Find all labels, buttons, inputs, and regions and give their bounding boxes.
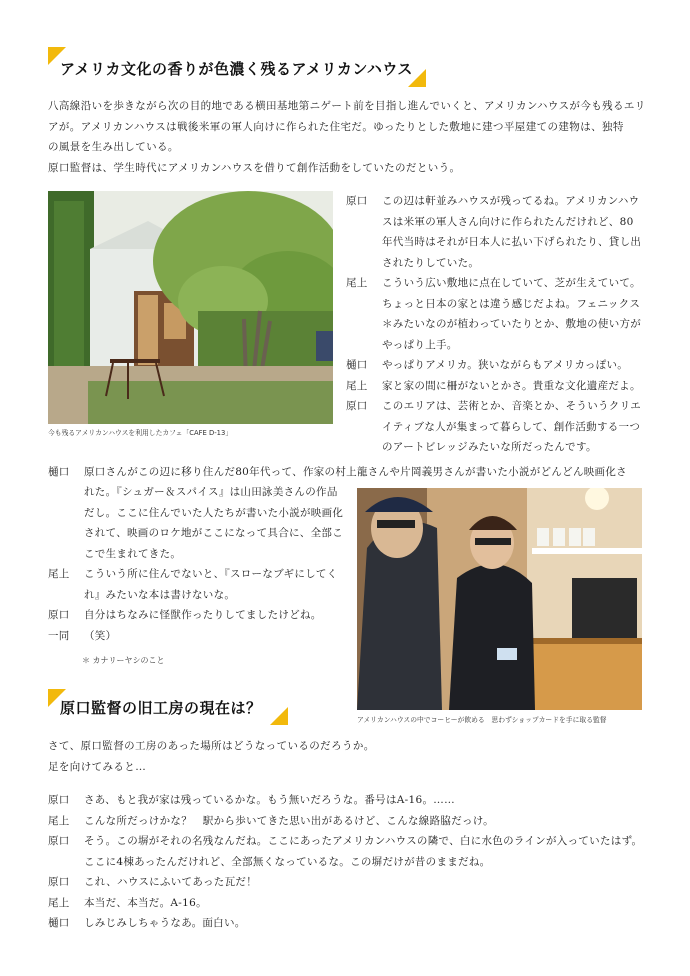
footnote: ＊ カナリーヤシのこと (82, 656, 165, 665)
dialog-left-first-line (48, 462, 648, 483)
dialog-left-column (48, 482, 344, 646)
dialog-row (48, 831, 646, 872)
speaker-name: 樋口 (48, 466, 70, 478)
dialog-row (48, 462, 648, 483)
intro-line: 八高線沿いを歩きながら次の目的地である横田基地第ニゲート前を目指し進んでいくと、アメリカンハウスが今も残るエリ (48, 100, 646, 112)
dialog-row (346, 355, 644, 376)
dialog-row (346, 376, 644, 397)
dialog-text: （笑） (84, 629, 117, 642)
speaker-name: 尾上 (346, 379, 368, 392)
photo-cafe-interior (357, 488, 642, 710)
intro-line: アが。アメリカンハウスは戦後米軍の軍人向けに作られた住宅だ。ゆったりとした敷地に建つ平屋建ての建物は、独特 (48, 120, 624, 133)
intro2-paragraph (48, 736, 648, 777)
dialog-row (48, 790, 646, 811)
dialog-row (48, 893, 646, 914)
speaker-name: 原口 (48, 794, 70, 806)
dialog-text: これ、ハウスにふいてあった瓦だ！ (84, 876, 258, 888)
dialog-row (346, 191, 644, 273)
heading-accent-bottom-right (408, 69, 426, 87)
dialog-row (346, 273, 644, 355)
dialog-text: 原口さんがこの辺に移り住んだ80年代って、作家の村上龍さんや片岡義男さんが書いた小説がどんどん映画化さ (84, 466, 627, 478)
photo-interior-caption: アメリカンハウスの中でコーヒーが飲める 思わずショップカードを手に取る監督 (357, 716, 607, 724)
dialog-right-column (346, 191, 644, 458)
intro-line: 原口監督は、学生時代にアメリカンハウスを借りて創作活動をしていたのだという。 (48, 161, 461, 174)
dialog-text: 本当だ、本当だ。A-16。 (84, 896, 207, 909)
heading2-accent-bottom-right (270, 707, 288, 725)
dialog-text: 家と家の間に柵がないとかさ。貴重な文化遺産だよ。 (382, 379, 641, 392)
dialog-text: こんな所だっけかな？ 駅から歩いてきた思い出があるけど、こんな線路脇だっけ。 (84, 814, 494, 827)
section-heading-old-workshop: 原口監督の旧工房の現在は？ (60, 699, 262, 717)
speaker-name: 原口 (48, 609, 70, 621)
photo-cafe-exterior (48, 191, 333, 424)
speaker-name: 一同 (48, 629, 70, 642)
intro2-line: さて、原口監督の工房のあった場所はどうなっているのだろうか。 (48, 740, 375, 752)
dialog-row (48, 872, 646, 893)
dialog-text: そう。この塀がそれの名残なんだね。ここにあったアメリカンハウスの隣で、白に水色のラインが入っていたはず。ここに4棟あったんだけれど、全部無くなっているな。この塀だけが昔のままだね。 (84, 835, 643, 868)
speaker-name: 樋口 (48, 917, 70, 929)
speaker-name: 原口 (48, 876, 70, 888)
speaker-name: 尾上 (346, 277, 368, 289)
dialog-text: こういう広い敷地に点在していて、芝が生えていて。ちょっと日本の家とは違う感じだよね。フェニックス＊みたいなのが植わっていたりとか、敷地の使い方がやっぱり上手。 (382, 277, 642, 351)
speaker-name: 原口 (346, 400, 368, 412)
speaker-name: 樋口 (346, 359, 368, 371)
speaker-name: 尾上 (48, 568, 70, 580)
speaker-name: 尾上 (48, 814, 70, 827)
dialog-text: こういう所に住んでないと、『スローなブギにしてくれ』みたいな本は書けないな。 (84, 568, 338, 601)
dialog-text: このエリアは、芸術とか、音楽とか、そういうクリエイティブな人が集まって暮らして、創作活動する一つのアートビレッジみたいな所だったんです。 (382, 400, 641, 453)
intro2-line: 足を向けてみると… (48, 760, 147, 773)
dialog-row (48, 913, 646, 934)
dialog-row (48, 626, 344, 647)
dialog-text: れた。『シュガー＆スパイス』は山田詠美さんの作品だし。ここに住んでいた人たちが書いた小説が映画化されて、映画のロケ地がここになって具合に、全部ここで生まれてきた。 (84, 486, 344, 560)
intro-paragraph (48, 96, 648, 178)
intro-line: の風景を生み出している。 (48, 141, 179, 153)
section-heading-american-house: アメリカ文化の香りが色濃く残るアメリカンハウス (60, 60, 413, 78)
dialog-text: さあ、もと我が家は残っているかな。もう無いだろうな。番号はA-16。…… (84, 794, 455, 806)
dialog-text: この辺は軒並みハウスが残ってるね。アメリカンハウスは米軍の軍人さん向けに作られたんだけれど、80年代当時はそれが日本人に払い下げられたり、貸し出されたりしていた。 (382, 195, 642, 269)
dialog-text: 自分はちなみに怪獣作ったりしてましたけどね。 (84, 609, 322, 621)
dialog-text: しみじみしちゃうなあ。面白い。 (84, 917, 246, 929)
dialog-row (48, 482, 344, 564)
photo-cafe-caption: 今も残るアメリカンハウスを利用したカフェ「CAFE D-13」 (48, 429, 233, 437)
speaker-name: 原口 (48, 835, 70, 847)
dialog-bottom (48, 790, 646, 934)
speaker-name: 原口 (346, 195, 368, 207)
dialog-text: やっぱりアメリカ。狭いながらもアメリカっぽい。 (382, 359, 629, 371)
dialog-row (48, 811, 646, 832)
speaker-name: 尾上 (48, 896, 70, 909)
dialog-row (48, 564, 344, 605)
dialog-row (346, 396, 644, 458)
dialog-row (48, 605, 344, 626)
